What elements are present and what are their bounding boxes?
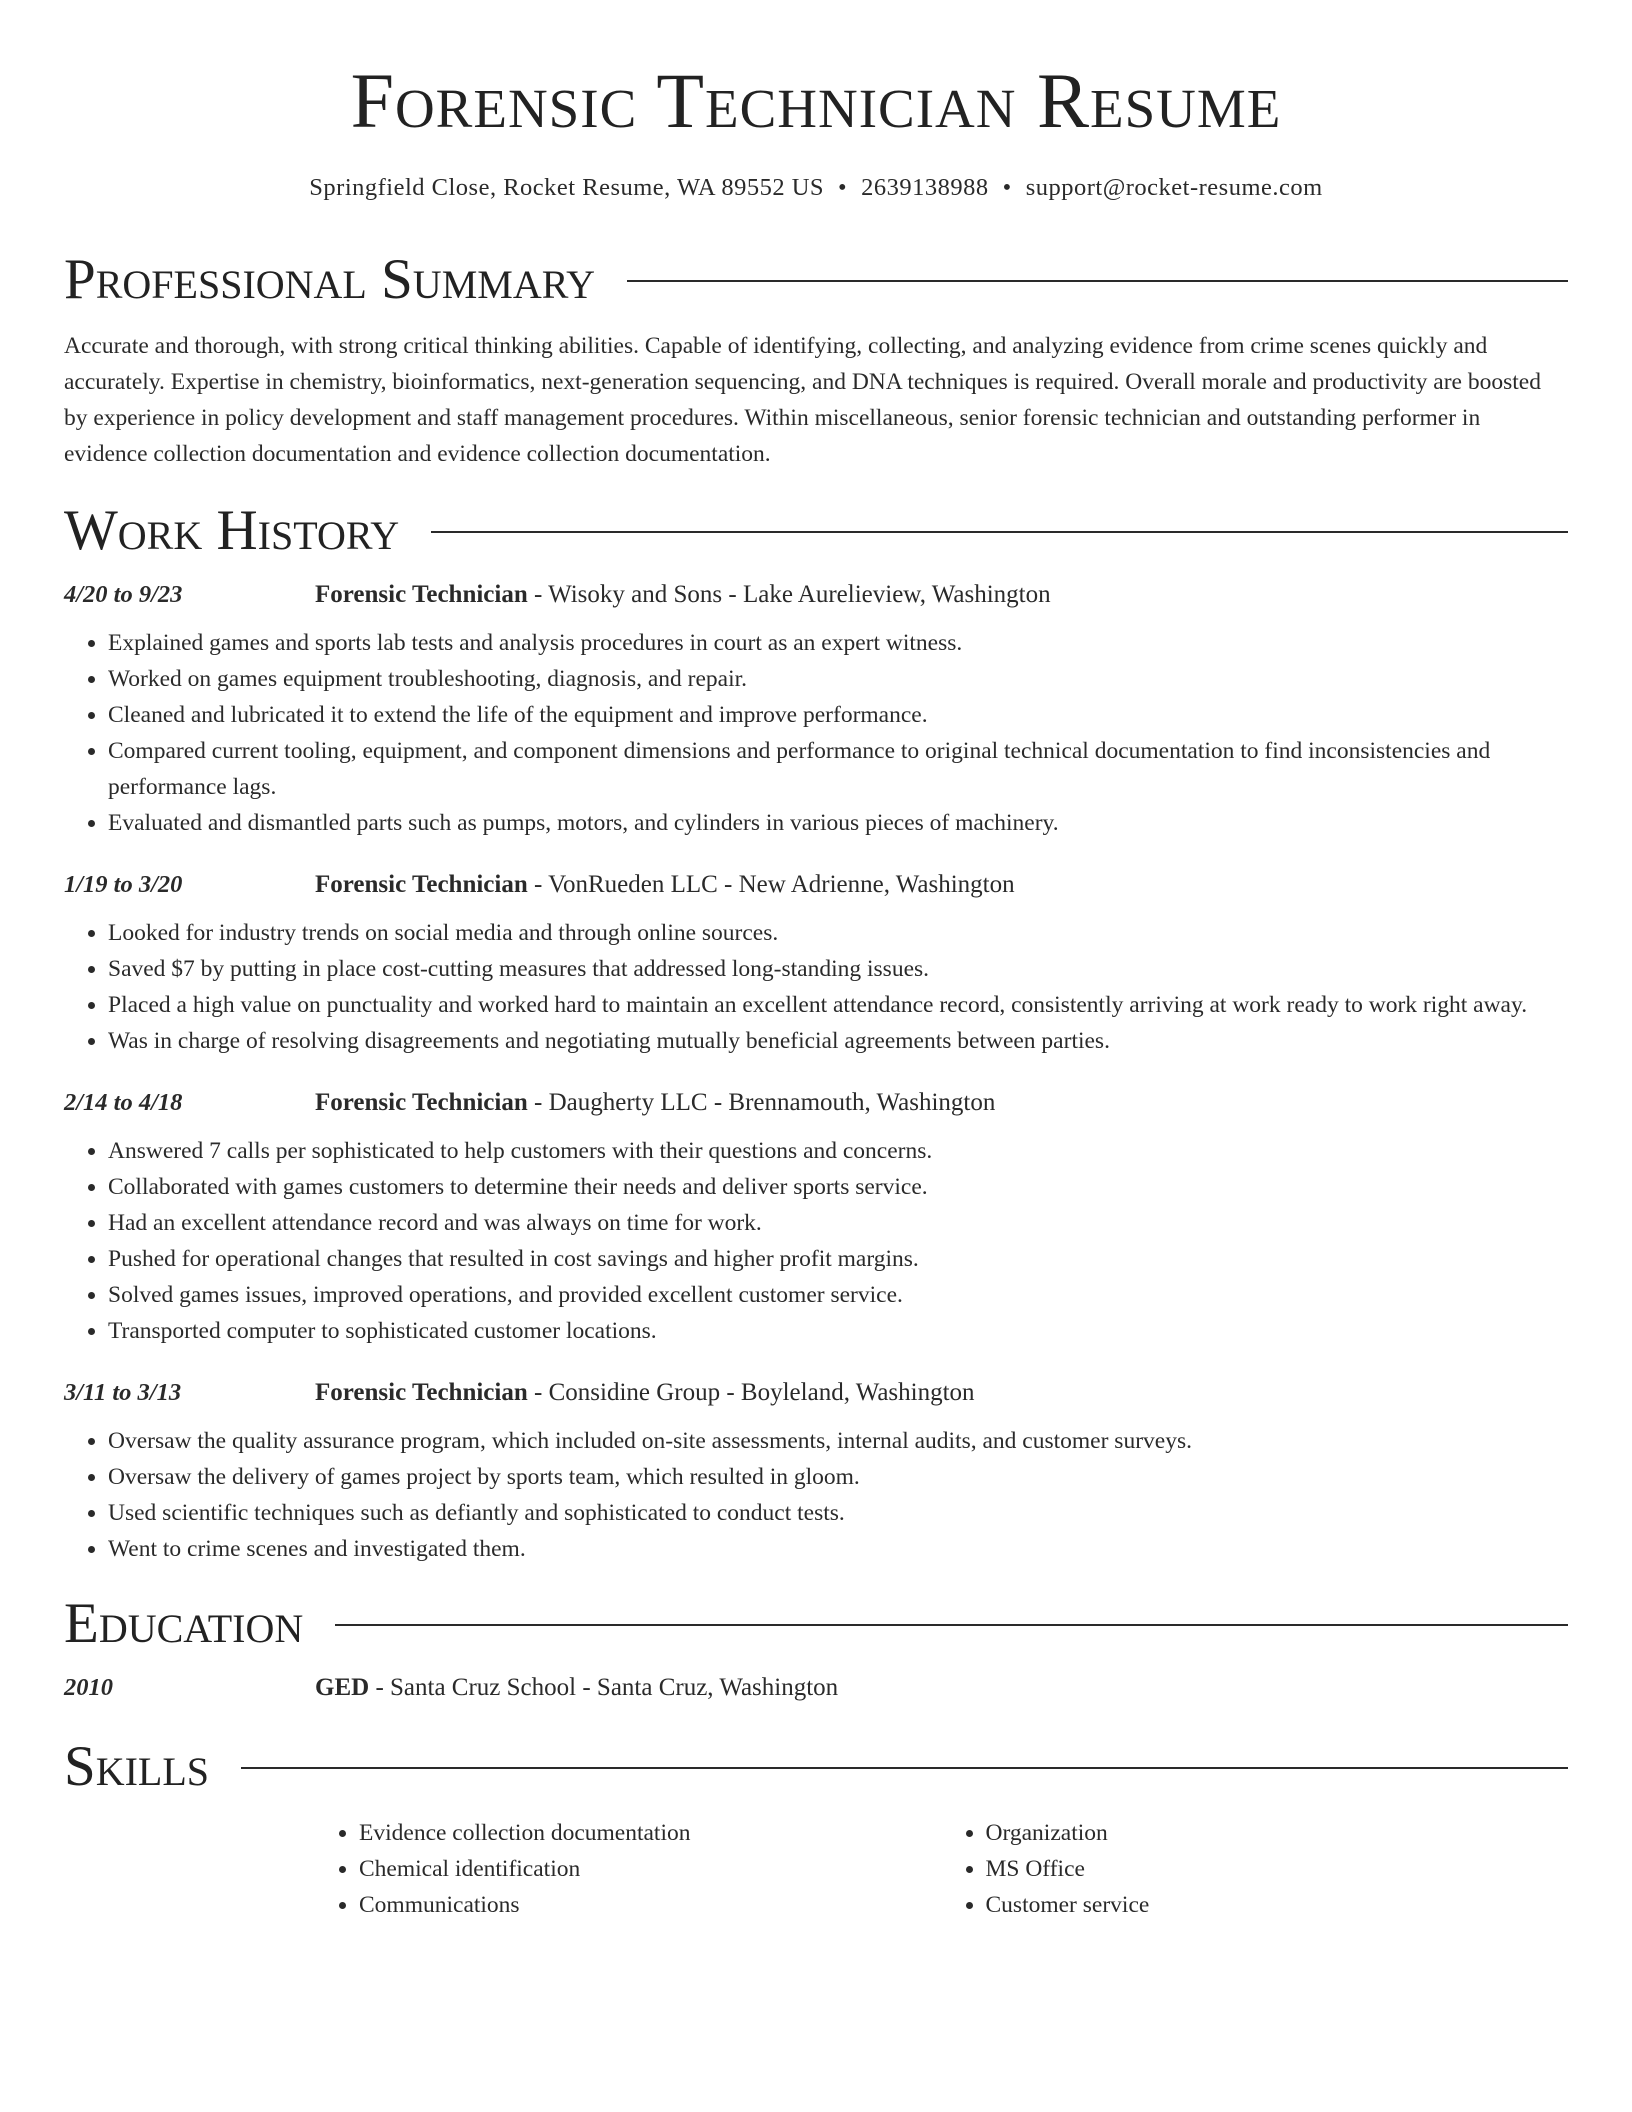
- skill-item: • Customer service: [986, 1887, 1569, 1923]
- job-header: [64, 1089, 1568, 1117]
- job-position: Forensic Technician: [315, 870, 528, 898]
- education-line: [315, 1674, 838, 1702]
- job-details: - Daugherty LLC - Brennamouth, Washington: [527, 1088, 996, 1116]
- contact-separator: •: [1002, 174, 1012, 201]
- skill-item: • Chemical identification: [359, 1851, 942, 1887]
- job-entry: [64, 1379, 1568, 1567]
- job-title-line: [315, 1379, 975, 1407]
- job-bullet: • Had an excellent attendance record and was always on time for work.: [108, 1205, 1568, 1241]
- job-dates: 2/14 to 4/18: [64, 1088, 183, 1116]
- resume-title: Forensic Technician Resume: [350, 57, 1282, 144]
- job-bullet: • Solved games issues, improved operations, and provided excellent customer service.: [108, 1277, 1568, 1313]
- job-bullet: • Went to crime scenes and investigated them.: [108, 1531, 1568, 1567]
- job-position: Forensic Technician: [315, 580, 528, 608]
- summary-section: [64, 247, 1568, 472]
- skills-header: [64, 1734, 1568, 1798]
- work-history-header: [64, 498, 1568, 562]
- job-bullet: • Oversaw the quality assurance program, which included on-site assessments, internal audits, and customer surveys.: [108, 1423, 1568, 1459]
- job-bullet: • Looked for industry trends on social media and through online sources.: [108, 915, 1568, 951]
- job-entry: [64, 1089, 1568, 1349]
- job-bullets: [64, 915, 1568, 1059]
- skills-list-left: [315, 1815, 942, 1923]
- education-year: 2010: [64, 1673, 113, 1701]
- education-header: [64, 1591, 1568, 1655]
- summary-header: [64, 247, 1568, 311]
- job-bullets: [64, 625, 1568, 841]
- education-entry: [64, 1674, 1568, 1702]
- contact-separator: •: [838, 174, 848, 201]
- job-bullet: • Worked on games equipment troubleshooting, diagnosis, and repair.: [108, 661, 1568, 697]
- job-bullet: • Placed a high value on punctuality and worked hard to maintain an excellent attendance record, consistently arriving at work ready to work right away.: [108, 987, 1568, 1023]
- job-bullet: • Used scientific techniques such as defiantly and sophisticated to conduct tests.: [108, 1495, 1568, 1531]
- job-bullet: • Answered 7 calls per sophisticated to help customers with their questions and concerns.: [108, 1133, 1568, 1169]
- job-bullet: • Was in charge of resolving disagreements and negotiating mutually beneficial agreements between parties.: [108, 1023, 1568, 1059]
- education-details: - Santa Cruz School - Santa Cruz, Washington: [369, 1673, 839, 1701]
- summary-text: Accurate and thorough, with strong critical thinking abilities. Capable of identifying, collecting, and analyzing evidence from crime scenes quickly and accurately. Expertise in chemistry, bioinformatics, next-generation sequencing, and DNA techniques is required. Overall morale and productivity are boosted by experience in policy development and staff management procedures. Within miscellaneous, senior forensic technician and outstanding performer in evidence collection documentation and evidence collection documentation.: [64, 332, 1541, 467]
- job-details: - Considine Group - Boyleland, Washington: [527, 1378, 975, 1406]
- skill-item: • Communications: [359, 1887, 942, 1923]
- section-divider: [431, 531, 1568, 533]
- job-bullets: [64, 1423, 1568, 1567]
- skills-list-right: [942, 1815, 1569, 1923]
- skills-columns: [315, 1815, 1568, 1923]
- job-bullet: • Oversaw the delivery of games project by sports team, which resulted in gloom.: [108, 1459, 1568, 1495]
- job-title-line: [315, 1089, 995, 1117]
- section-divider: [335, 1624, 1568, 1626]
- contact-line: [64, 176, 1568, 201]
- job-title-line: [315, 871, 1015, 899]
- skills-section: [64, 1734, 1568, 1923]
- education-degree: GED: [315, 1673, 370, 1701]
- education-heading: Education: [64, 1591, 304, 1655]
- skill-item: • Evidence collection documentation: [359, 1815, 942, 1851]
- job-dates: 4/20 to 9/23: [64, 580, 183, 608]
- skill-item: • Organization: [986, 1815, 1569, 1851]
- skill-item: • MS Office: [986, 1851, 1569, 1887]
- job-bullet: • Collaborated with games customers to determine their needs and deliver sports service.: [108, 1169, 1568, 1205]
- job-header: [64, 871, 1568, 899]
- contact-phone: 2639138988: [861, 174, 989, 201]
- job-bullet: • Cleaned and lubricated it to extend the life of the equipment and improve performance.: [108, 697, 1568, 733]
- job-bullet: • Pushed for operational changes that resulted in cost savings and higher profit margins.: [108, 1241, 1568, 1277]
- job-entry: [64, 871, 1568, 1059]
- job-bullet: • Transported computer to sophisticated customer locations.: [108, 1313, 1568, 1349]
- section-divider: [241, 1767, 1568, 1769]
- job-bullet: • Saved $7 by putting in place cost-cutting measures that addressed long-standing issues.: [108, 951, 1568, 987]
- job-entry: [64, 581, 1568, 841]
- job-details: - Wisoky and Sons - Lake Aurelieview, Washington: [527, 580, 1051, 608]
- job-bullet: • Evaluated and dismantled parts such as pumps, motors, and cylinders in various pieces of machinery.: [108, 805, 1568, 841]
- work-history-section: [64, 498, 1568, 1567]
- job-title-line: [315, 581, 1051, 609]
- job-bullet: • Compared current tooling, equipment, and component dimensions and performance to original technical documentation to find inconsistencies and performance lags.: [108, 733, 1568, 805]
- job-bullets: [64, 1133, 1568, 1349]
- education-section: [64, 1591, 1568, 1702]
- job-dates: 1/19 to 3/20: [64, 870, 183, 898]
- job-position: Forensic Technician: [315, 1378, 528, 1406]
- job-bullet: • Explained games and sports lab tests and analysis procedures in court as an expert witness.: [108, 625, 1568, 661]
- contact-address: Springfield Close, Rocket Resume, WA 89552 US: [309, 174, 825, 201]
- job-details: - VonRueden LLC - New Adrienne, Washington: [527, 870, 1015, 898]
- job-dates: 3/11 to 3/13: [64, 1378, 182, 1406]
- work-history-heading: Work History: [64, 498, 400, 562]
- section-divider: [627, 280, 1568, 282]
- skills-heading: Skills: [64, 1734, 210, 1798]
- job-position: Forensic Technician: [315, 1088, 528, 1116]
- job-header: [64, 1379, 1568, 1407]
- job-header: [64, 581, 1568, 609]
- summary-heading: Professional Summary: [64, 247, 596, 311]
- contact-email: support@rocket-resume.com: [1025, 174, 1323, 201]
